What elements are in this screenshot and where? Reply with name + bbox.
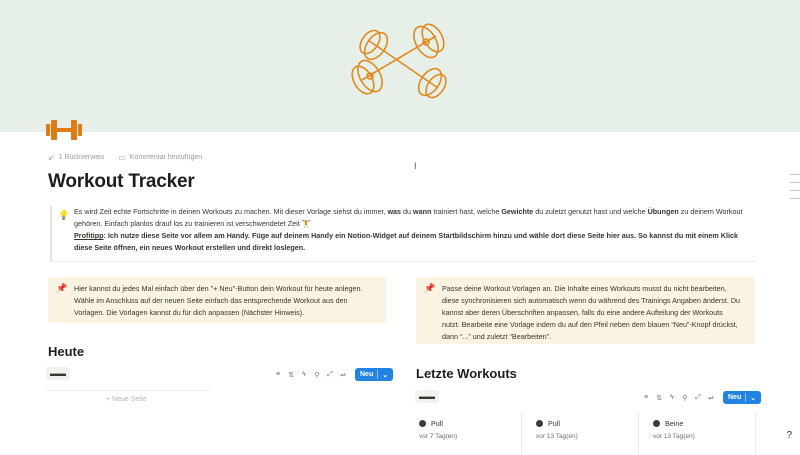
lightning-icon[interactable]: ϟ <box>670 394 674 401</box>
intro-bold-wann: wann <box>413 207 432 216</box>
heute-toolbar <box>274 368 393 381</box>
heute-view-tab[interactable] <box>46 367 70 380</box>
backlinks-label: 1 Rückverweis <box>58 154 105 161</box>
letzte-toolbar <box>642 391 761 404</box>
table-divider <box>46 390 210 391</box>
filter-icon[interactable]: ≡ <box>643 394 649 401</box>
comment-icon: ▭ <box>118 153 126 162</box>
expand-icon[interactable]: ⤢ <box>327 370 333 378</box>
heute-new-button[interactable] <box>355 368 393 381</box>
letzte-workouts-title[interactable]: Letzte Workouts <box>416 366 517 381</box>
dumbbell-icon: ▬▬ <box>50 369 66 378</box>
settings-icon[interactable]: ⇌ <box>340 371 346 379</box>
dumbbell-page-icon[interactable] <box>46 118 82 142</box>
intro-text: trainiert hast, welche <box>431 207 502 216</box>
cover-image <box>0 0 800 132</box>
search-icon[interactable]: ⚲ <box>314 371 320 379</box>
callout-text: Passe deine Workout Vorlagen an. Die Inhalte eines Workouts musst du nicht bearbeiten, diese synchronisieren sich automatisch wenn du während des Trainings Angaben änderst. Du kannst aber deren Überschriften anpassen, falls du eine andere Aufteilung der Workouts nutzt. Bearbeite eine Vorlage indem du auf den Pfeil neben dem blauen “Neu”-Knopf drückst, dann “...” und zuletzt “Bearbeiten”. <box>442 284 741 341</box>
intro-quote-block[interactable] <box>50 206 756 262</box>
workout-card[interactable] <box>416 412 522 455</box>
card-title: Beine <box>665 419 684 428</box>
sort-icon[interactable]: ⇅ <box>288 371 294 379</box>
heute-title[interactable]: Heute <box>48 344 85 359</box>
text-cursor-icon: I <box>414 161 417 171</box>
outline-rail[interactable] <box>788 174 800 206</box>
intro-text: Es wird Zeit echte Fortschritte in deinen Workouts zu machen. Mit dieser Vorlage siehst du immer, <box>74 207 388 216</box>
page-title[interactable]: Workout Tracker <box>48 171 195 192</box>
letzte-view-tab[interactable] <box>415 390 439 403</box>
help-icon[interactable]: ? <box>786 430 792 441</box>
new-button-label: Neu <box>360 371 374 378</box>
backlinks-link[interactable] <box>48 153 104 162</box>
card-date: vor 13 Tag(en) <box>536 433 578 440</box>
search-icon[interactable]: ⚲ <box>682 394 688 402</box>
backlink-arrow-icon: ↙ <box>48 153 55 162</box>
profitipp-text: : Ich nutze diese Seite vor allem am Handy. Füge auf deinem Handy ein Notion-Widget auf deinem Startbildschirm hinzu und wähle dort diese Seite hier aus. So kannst du mit einem Klick diese Seite öffnen, ein neues Workout erstellen und direkt loslegen. <box>74 231 738 252</box>
new-page-button[interactable]: + Neue Seite <box>106 396 147 403</box>
intro-bold-gewichte: Gewichte <box>501 207 534 216</box>
chevron-down-icon[interactable]: ⌄ <box>382 371 389 379</box>
workout-card[interactable] <box>650 412 756 455</box>
callout-text: Hier kannst du jedes Mal einfach über den "+ Neu"-Button dein Workout für heute anlegen. Wähle im Anschluss auf der neuen Seite einfach das entsprechende Workout aus den Vorlagen. Die Vorlagen kannst du für dich anpassen (Nächster Hinweis). <box>74 284 363 317</box>
dumbbell-icon: ▬▬ <box>419 392 435 401</box>
dumbbells-illustration <box>340 18 465 110</box>
intro-bold-was: was <box>387 207 402 216</box>
status-dot-icon <box>536 420 543 427</box>
add-comment-label: Kommentar hinzufügen <box>129 154 203 161</box>
letzte-new-button[interactable] <box>723 391 761 404</box>
profitipp-label: Profitipp <box>74 231 104 240</box>
card-title: Pull <box>548 419 560 428</box>
sort-icon[interactable]: ⇅ <box>656 394 662 402</box>
workout-card[interactable] <box>533 412 639 455</box>
callout-templates[interactable] <box>416 277 755 344</box>
chevron-down-icon[interactable]: ⌄ <box>750 394 757 402</box>
intro-text: zu deinem Workout gehören. Einfach planlos drauf los zu trainieren ist verschwendetet Zeit 🏋 <box>74 207 743 228</box>
intro-bold-uebungen: Übungen <box>647 207 679 216</box>
pushpin-icon: 📌 <box>56 283 68 293</box>
expand-icon[interactable]: ⤢ <box>695 393 701 401</box>
status-dot-icon <box>653 420 660 427</box>
pushpin-icon: 📌 <box>424 283 436 293</box>
page-meta-row <box>48 153 202 162</box>
new-button-label: Neu <box>728 394 742 401</box>
status-dot-icon <box>419 420 426 427</box>
filter-icon[interactable]: ≡ <box>275 371 281 378</box>
lightbulb-icon: 💡 <box>58 210 70 220</box>
card-title: Pull <box>431 419 443 428</box>
card-date: vor 7 Tag(en) <box>419 433 458 440</box>
card-date: vor 13 Tag(en) <box>653 433 695 440</box>
lightning-icon[interactable]: ϟ <box>302 371 306 378</box>
intro-text: du zuletzt genutzt hast und welche <box>533 207 648 216</box>
settings-icon[interactable]: ⇌ <box>708 394 714 402</box>
intro-text: du <box>401 207 414 216</box>
callout-new-workout[interactable] <box>48 277 386 323</box>
add-comment-link[interactable] <box>118 153 202 162</box>
